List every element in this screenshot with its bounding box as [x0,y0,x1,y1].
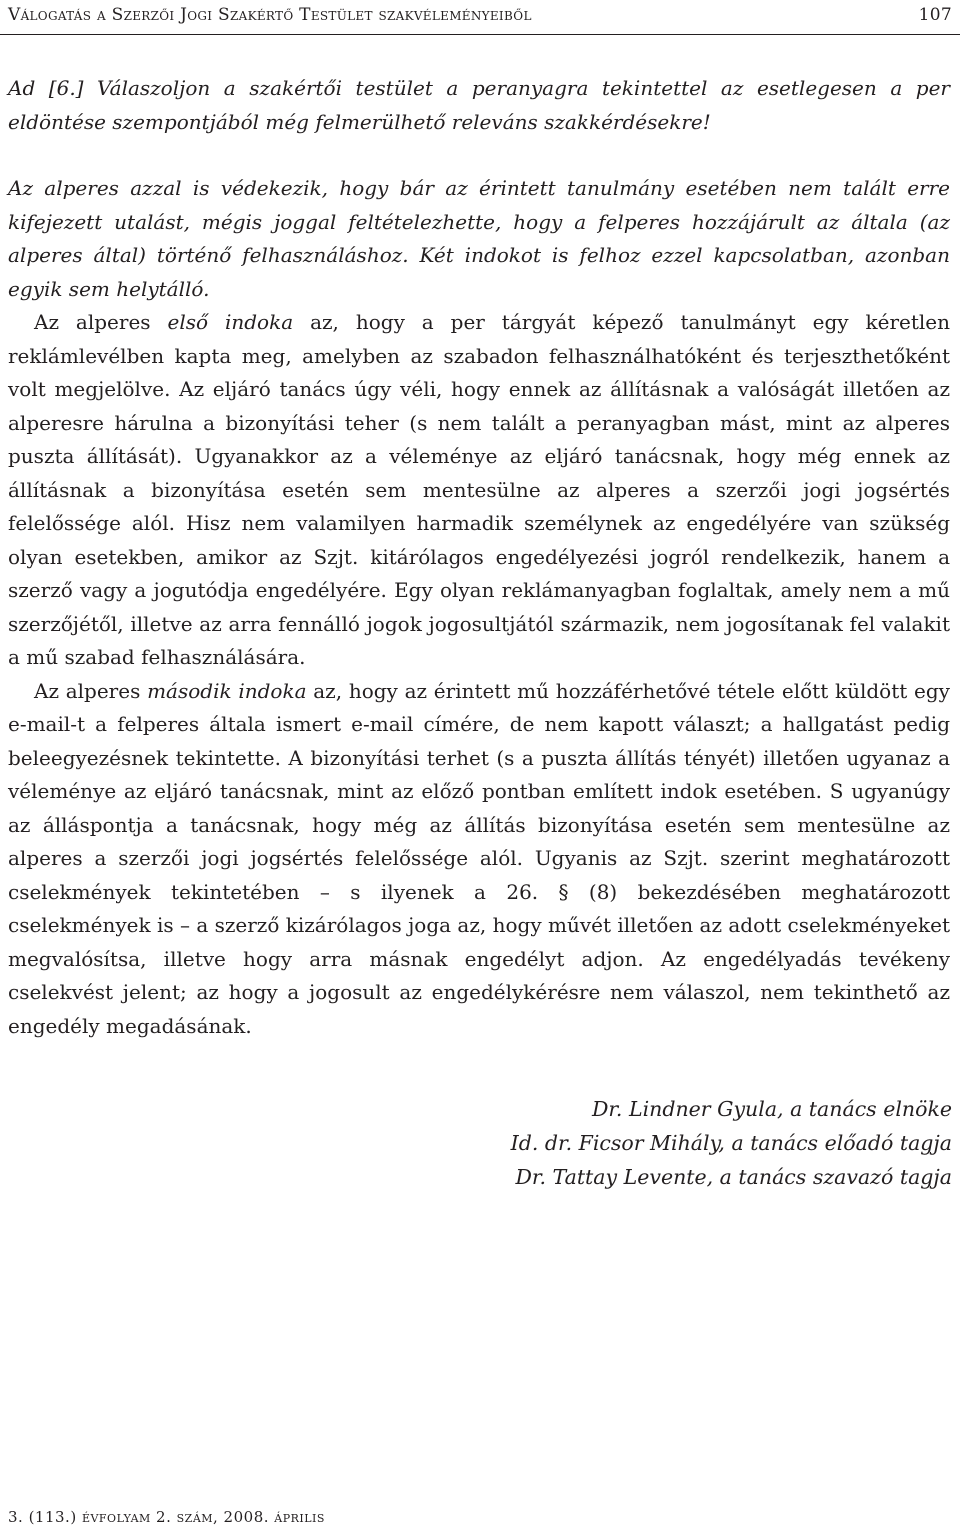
paragraph-first-reason [8,306,950,675]
paragraph-rest: az, hogy a per tárgyát képező tanulmányt egy kéretlen reklámlevélben kapta meg, amelyben az szabadon felhasználhatóként és terjeszthetőként volt megjelölve. Az eljáró tanács úgy véli, hogy ennek az állításnak a valóságát illetően az alperesre hárulna a bizonyítási teher (s nem talált a peranyagban mást, mint az alperes puszta állítását). Ugyanakkor az a véleménye az eljáró tanácsnak, hogy még ennek az állításnak a bizonyítása esetén sem mentesülne az alperes a szerzői jogi jogsértés felelőssége alól. Hisz nem valamilyen harmadik személynek az engedélyére van szükség olyan esetekben, amikor az Szjt. kitárólagos engedélyezési jogról rendelkezik, hanem a szerző vagy a jogutódja engedélyére. Egy olyan reklámanyagban foglaltak, amely nem a mű szerzőjétől, illetve az arra fennálló jogok jogosultjától származik, nem jogosítanak fel valakit a mű szabad felhasználására. [8,310,950,669]
signature-line: Id. dr. Ficsor Mihály, a tanács előadó tagja [510,1131,952,1155]
page-footer: 3. (113.) évfolyam 2. szám, 2008. április [8,1508,325,1526]
page-number: 107 [918,5,952,25]
question-text: Ad [6.] Válaszoljon a szakértői testület a peranyagra tekintettel az esetlegesen a per eldöntése szempontjából még felmerülhető releváns szakkérdésekre! [8,76,950,134]
paragraph-rest: az, hogy az érintett mű hozzáférhetővé tétele előtt küldött egy e-mail-t a felperes általa ismert e-mail címére, de nem kapott választ; a hallgatást pedig beleegyezésnek tekintette. A bizonyítási terhet (s a puszta állítás tényét) illetően ugyanaz a véleménye az eljáró tanácsnak, mint az előző pontban említett indok esetében. S ugyanúgy az álláspontja a tanácsnak, hogy még az állítás bizonyítása esetén sem mentesülne az alperes a szerzői jogi jogsértés felelőssége alól. Ugyanis az Szjt. szerint meghatározott cselekmények tekintetében – s ilyenek a 26. § (8) bekezdésében meghatározott cselekmények is – a szerző kizárólagos joga az, hogy művét illetően az adott cselekményeket megvalósítsa, illetve hogy arra másnak engedélyt adjon. Az engedélyadás tevékeny cselekvést jelent; az hogy a jogosult az engedélykérésre nem válaszol, nem tekinthető az engedély megadásának. [8,678,951,1038]
document-body [8,72,950,1043]
paragraph-intro: Az alperes [34,678,148,703]
paragraph-second-reason [8,675,950,1044]
emphasis-first-reason: első indoka [167,310,294,334]
header-title: Válogatás a Szerzői Jogi Szakértő Testület szakvéleményeiből [8,5,532,25]
signature-block [511,1092,952,1194]
emphasis-second-reason: második indoka [147,678,307,703]
running-header [8,0,952,30]
header-rule [0,34,960,35]
summary-text: Az alperes azzal is védekezik, hogy bár az érintett tanulmány esetében nem talált erre kifejezett utalást, mégis joggal feltételezhette, hogy a felperes hozzájárult az általa (az alperes által) történő felhasználáshoz. Két indokot is felhoz ezzel kapcsolatban, azonban egyik sem helytálló. [8,176,950,301]
paragraph-intro: Az alperes [34,310,168,334]
signature-line: Dr. Tattay Levente, a tanács szavazó tagja [515,1165,952,1189]
signature-line: Dr. Lindner Gyula, a tanács elnöke [591,1097,952,1121]
